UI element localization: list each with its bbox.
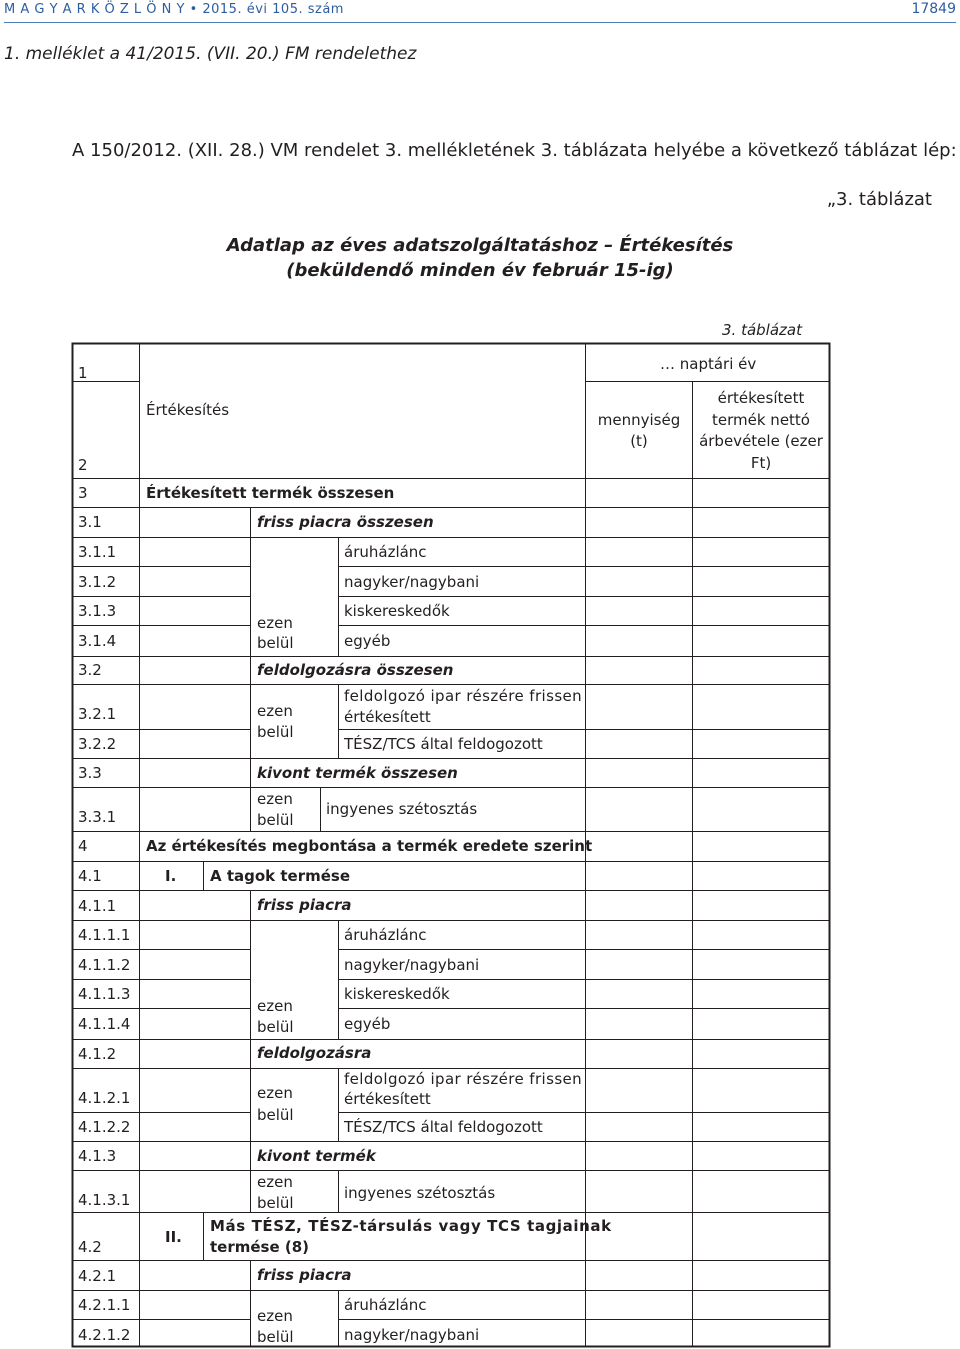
row-label: kivont termék xyxy=(257,1147,376,1165)
table-label: 3. táblázat xyxy=(722,321,802,339)
calendar-year-header: … naptári év xyxy=(660,355,757,373)
row-number: 4.1.1.1 xyxy=(78,926,131,944)
row-number: 4.2.1.2 xyxy=(78,1326,131,1344)
ezen-label: ezen xyxy=(257,790,293,808)
quantity-unit: (t) xyxy=(630,432,648,450)
row-label: nagyker/nagybani xyxy=(344,573,480,591)
row-label: termése (8) xyxy=(210,1238,310,1256)
belul-label: belül xyxy=(257,811,294,829)
belul-label: belül xyxy=(257,723,294,741)
row-number: 3.2.2 xyxy=(78,735,117,753)
row-number: 4 xyxy=(78,837,88,855)
row-label: friss piacra xyxy=(257,896,352,914)
row-label: A tagok termése xyxy=(210,867,351,885)
row-number: 1 xyxy=(78,364,88,382)
row-label: kiskereskedők xyxy=(344,602,450,620)
row-number: 3.1.4 xyxy=(78,632,117,650)
row-number: 2 xyxy=(78,456,88,474)
belul-label: belül xyxy=(257,634,294,652)
form-title: Adatlap az éves adatszolgáltatáshoz – Értékesítés xyxy=(226,235,734,256)
row-label: TÉSZ/TCS által feldogozott xyxy=(344,1118,543,1136)
ezen-label: ezen xyxy=(257,1173,293,1191)
row-label: feldolgozásra xyxy=(257,1044,372,1062)
row-label: áruházlánc xyxy=(344,926,427,944)
belul-label: belül xyxy=(257,1328,294,1346)
row-label: ingyenes szétosztás xyxy=(326,800,478,818)
roman-numeral: II. xyxy=(165,1228,182,1246)
row-label: feldolgozó ipar részére frissen xyxy=(344,1070,583,1088)
roman-numeral: I. xyxy=(165,867,177,885)
row-number: 4.2.1 xyxy=(78,1267,117,1285)
ezen-label: ezen xyxy=(257,997,293,1015)
row-number: 3.1 xyxy=(78,513,102,531)
row-label: Értékesített termék összesen xyxy=(146,484,395,502)
revenue-header: Ft) xyxy=(750,454,772,472)
row-number: 4.1 xyxy=(78,867,102,885)
row-number: 4.2 xyxy=(78,1238,102,1256)
belul-label: belül xyxy=(257,1194,294,1212)
row-label: nagyker/nagybani xyxy=(344,1326,480,1344)
row-number: 3.1.1 xyxy=(78,543,117,561)
row-number: 4.1.2.2 xyxy=(78,1118,131,1136)
row-label: értékesített xyxy=(344,708,431,726)
row-label: kiskereskedők xyxy=(344,985,450,1003)
revenue-header: termék nettó xyxy=(712,411,810,429)
row-label: Az értékesítés megbontása a termék eredete szerint xyxy=(146,837,593,855)
row-label: egyéb xyxy=(344,1015,391,1033)
revenue-header: árbevétele (ezer xyxy=(699,432,823,450)
revenue-header: értékesített xyxy=(717,389,805,407)
quantity-header: mennyiség xyxy=(597,411,681,429)
annex-heading: 1. melléklet a 41/2015. (VII. 20.) FM rendelethez xyxy=(4,44,417,64)
row-label: áruházlánc xyxy=(344,1296,427,1314)
row-number: 4.1.1.3 xyxy=(78,985,131,1003)
ezen-label: ezen xyxy=(257,702,293,720)
row-number: 3.2 xyxy=(78,661,102,679)
belul-label: belül xyxy=(257,1018,294,1036)
row-label: kivont termék összesen xyxy=(257,764,458,782)
page-number: 17849 xyxy=(911,1,956,17)
row-number: 3.3.1 xyxy=(78,808,117,826)
ezen-label: ezen xyxy=(257,1307,293,1325)
belul-label: belül xyxy=(257,1106,294,1124)
sales-header: Értékesítés xyxy=(146,401,230,419)
row-number: 4.1.1.2 xyxy=(78,956,131,974)
row-label: Más TÉSZ, TÉSZ-társulás vagy TCS tagjainak xyxy=(210,1217,612,1235)
row-label: értékesített xyxy=(344,1090,431,1108)
journal-title: M A G Y A R K Ö Z L Ö N Y • 2015. évi 105. szám xyxy=(4,2,344,17)
row-number: 3.2.1 xyxy=(78,705,117,723)
row-label: ingyenes szétosztás xyxy=(344,1184,496,1202)
row-label: TÉSZ/TCS által feldogozott xyxy=(344,735,543,753)
ezen-label: ezen xyxy=(257,1084,293,1102)
row-label: áruházlánc xyxy=(344,543,427,561)
form-subtitle: (beküldendő minden év február 15-ig) xyxy=(286,260,674,281)
row-number: 4.1.2 xyxy=(78,1045,117,1063)
row-number: 4.1.3.1 xyxy=(78,1191,131,1209)
row-label: friss piacra xyxy=(257,1266,352,1284)
row-number: 3.1.2 xyxy=(78,573,117,591)
row-number: 3.3 xyxy=(78,764,102,782)
row-number: 3.1.3 xyxy=(78,602,117,620)
row-label: egyéb xyxy=(344,632,391,650)
row-number: 4.1.3 xyxy=(78,1147,117,1165)
row-number: 4.2.1.1 xyxy=(78,1296,131,1314)
row-label: feldolgozó ipar részére frissen xyxy=(344,687,583,705)
row-number: 4.1.1 xyxy=(78,897,117,915)
row-number: 3 xyxy=(78,484,88,502)
row-label: nagyker/nagybani xyxy=(344,956,480,974)
table-reference: „3. táblázat xyxy=(826,189,932,210)
ezen-label: ezen xyxy=(257,614,293,632)
row-number: 4.1.2.1 xyxy=(78,1089,131,1107)
intro-text: A 150/2012. (XII. 28.) VM rendelet 3. mellékletének 3. táblázata helyébe a következő táblázat lép: xyxy=(72,140,957,161)
row-number: 4.1.1.4 xyxy=(78,1015,131,1033)
row-label: friss piacra összesen xyxy=(257,513,434,531)
row-label: feldolgozásra összesen xyxy=(257,661,454,679)
